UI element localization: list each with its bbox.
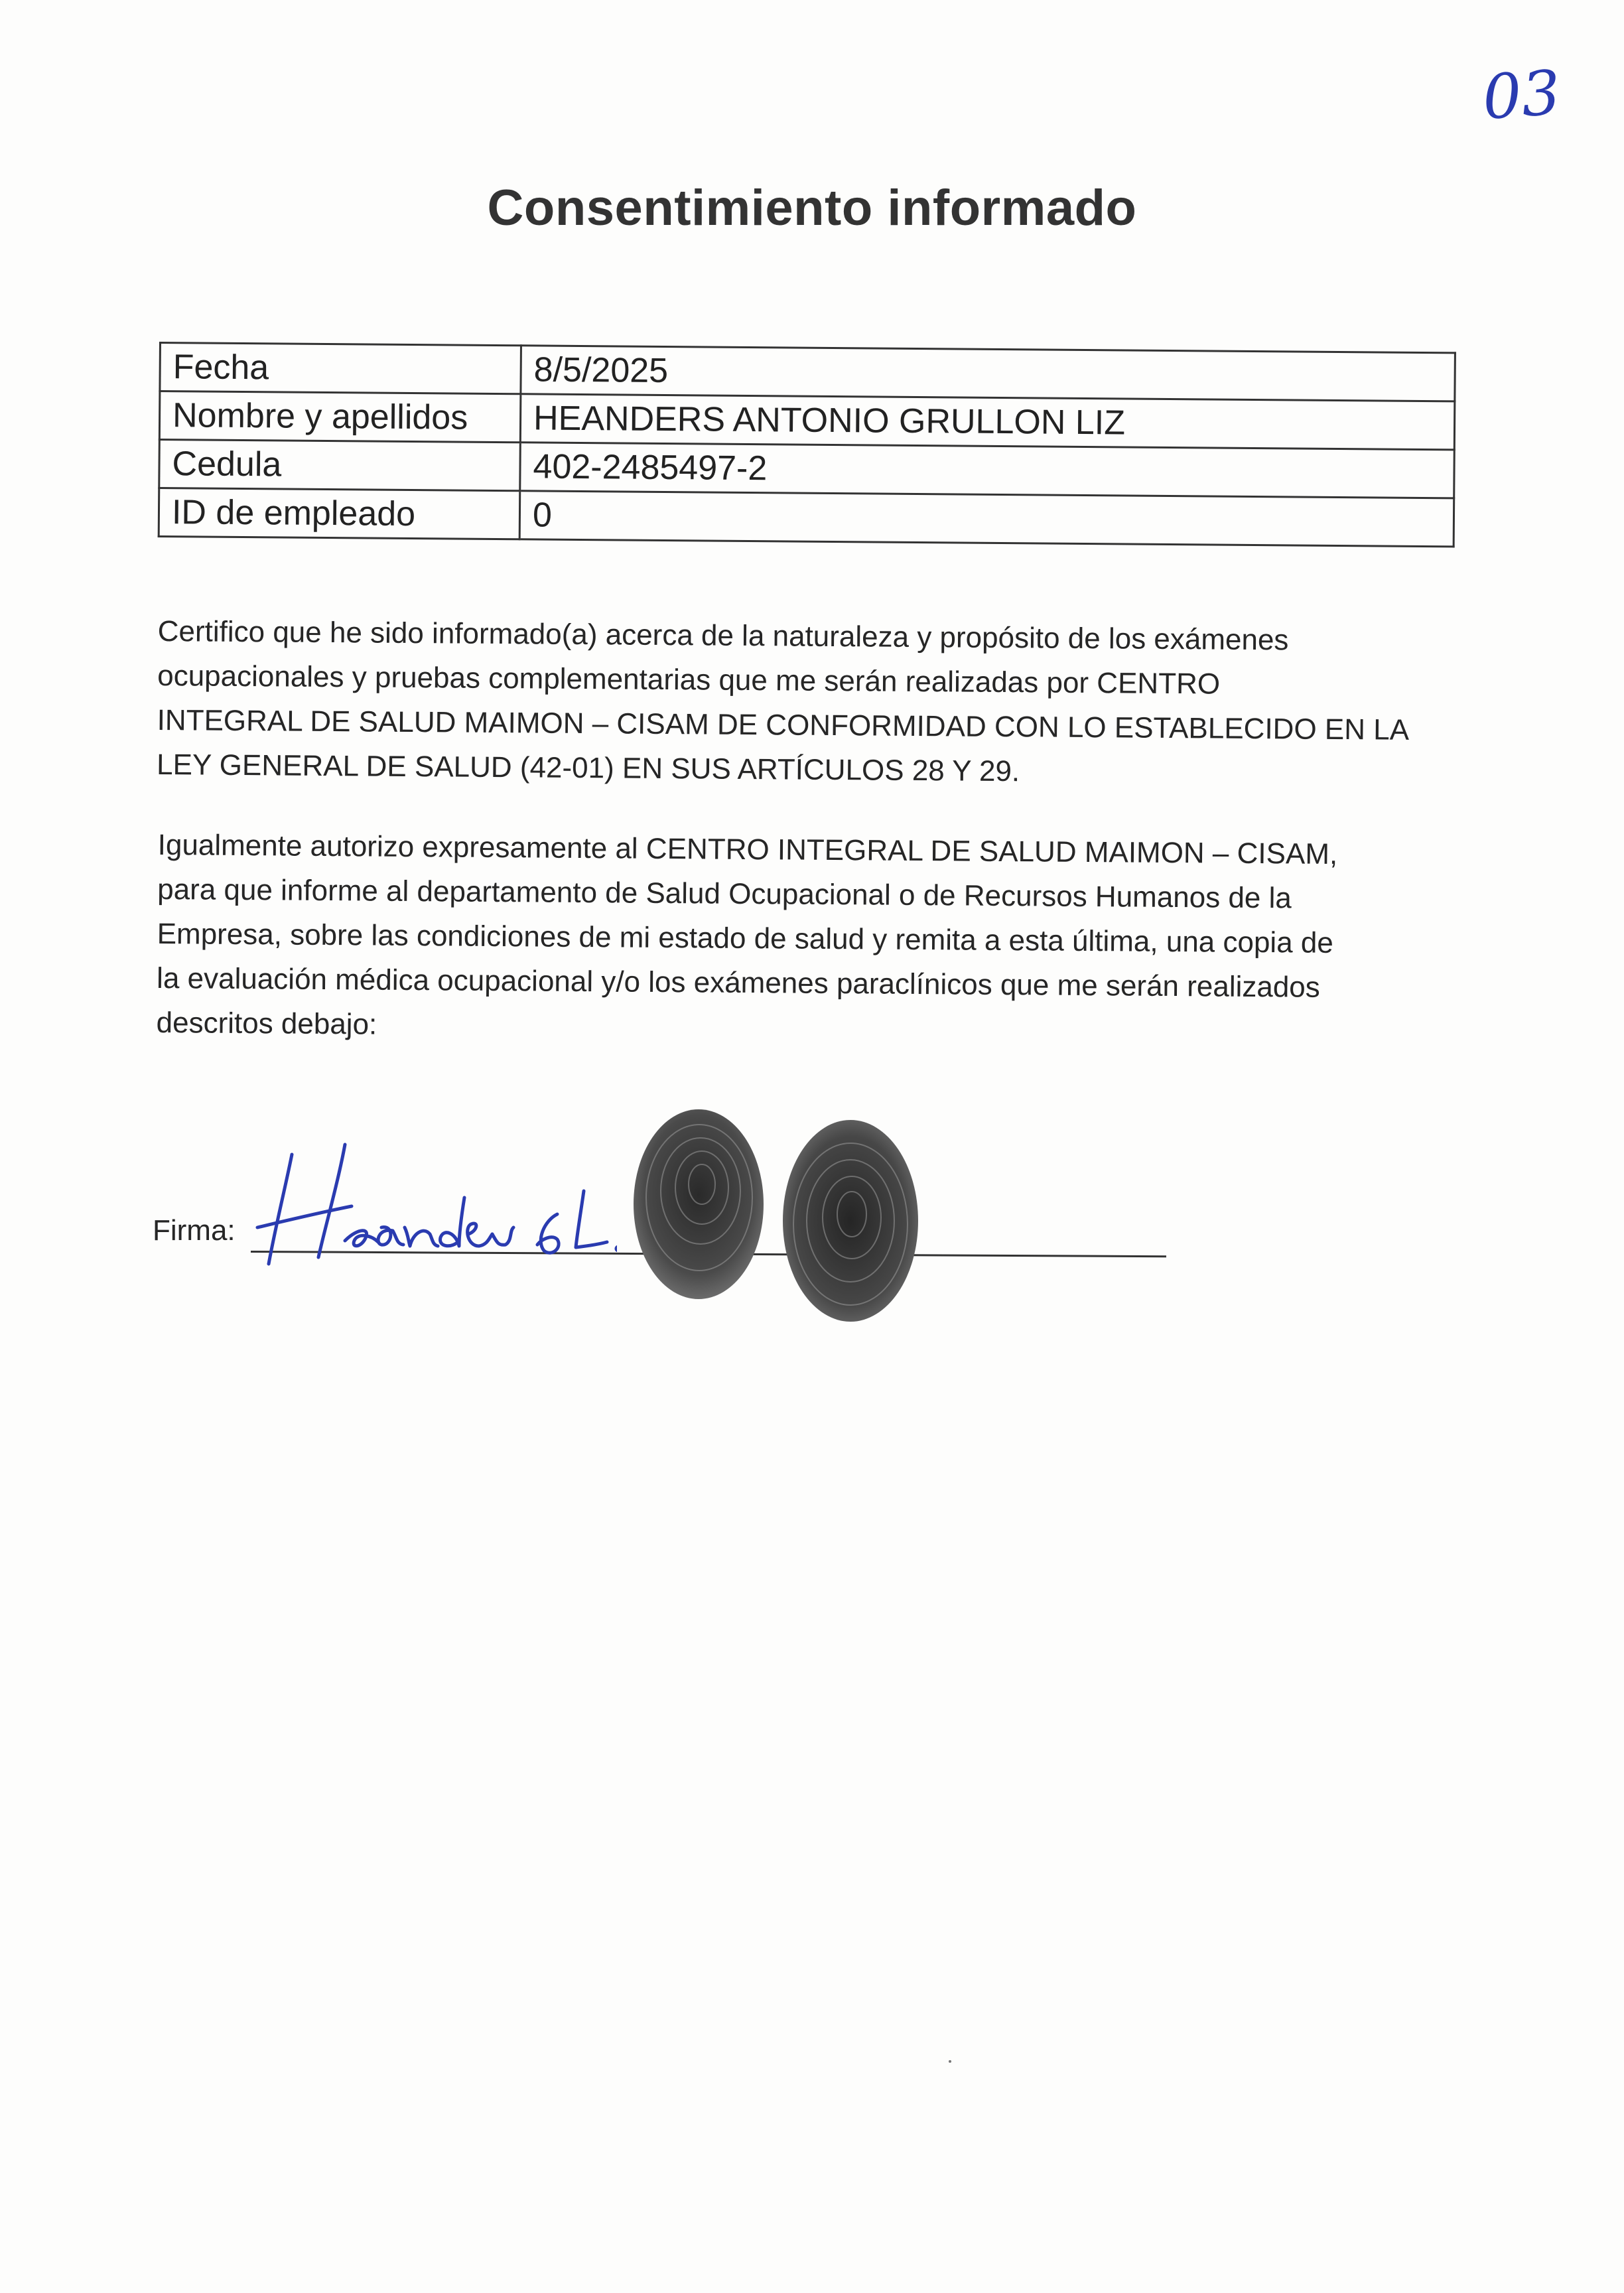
paragraph-line: LEY GENERAL DE SALUD (42-01) EN SUS ARTÍCULOS 28 Y 29. — [156, 748, 1020, 788]
row-label: Cedula — [159, 440, 521, 491]
authorization-paragraph — [156, 823, 1452, 1055]
info-table — [158, 342, 1456, 547]
paragraph-line: descritos debajo: — [156, 1006, 377, 1041]
signature-label: Firma: — [153, 1214, 236, 1247]
handwritten-signature — [245, 1128, 617, 1274]
paragraph-line: para que informe al departamento de Salud Ocupacional o de Recursos Humanos de la — [157, 872, 1292, 915]
paragraph-line: Empresa, sobre las condiciones de mi estado de salud y remita a esta última, una copia de — [157, 917, 1334, 959]
row-label: Fecha — [160, 343, 521, 394]
paragraph-line: INTEGRAL DE SALUD MAIMON – CISAM DE CONFORMIDAD CON LO ESTABLECIDO EN LA — [157, 703, 1410, 746]
row-value: 8/5/2025 — [521, 346, 1455, 401]
row-label: Nombre y apellidos — [159, 391, 521, 443]
scan-speck — [949, 2060, 951, 2063]
row-value: HEANDERS ANTONIO GRULLON LIZ — [520, 394, 1455, 450]
paragraph-line: Igualmente autorizo expresamente al CENTRO INTEGRAL DE SALUD MAIMON – CISAM, — [157, 828, 1338, 870]
thumbprint-right — [778, 1115, 923, 1327]
page-number: 03 — [1480, 57, 1563, 133]
paragraph-line: la evaluación médica ocupacional y/o los exámenes paraclínicos que me serán realizados — [156, 961, 1320, 1004]
thumbprint-left — [629, 1105, 768, 1304]
document-title: Consentimiento informado — [487, 180, 1137, 236]
table-row — [159, 488, 1454, 547]
paragraph-line: Certifico que he sido informado(a) acerca de la naturaleza y propósito de los exámenes — [157, 614, 1289, 657]
row-value: 0 — [519, 491, 1454, 547]
paragraph-line: ocupacionales y pruebas complementarias que me serán realizadas por CENTRO — [157, 659, 1221, 701]
row-value: 402-2485497-2 — [520, 443, 1455, 498]
row-label: ID de empleado — [159, 488, 520, 539]
certification-paragraph — [157, 609, 1452, 797]
